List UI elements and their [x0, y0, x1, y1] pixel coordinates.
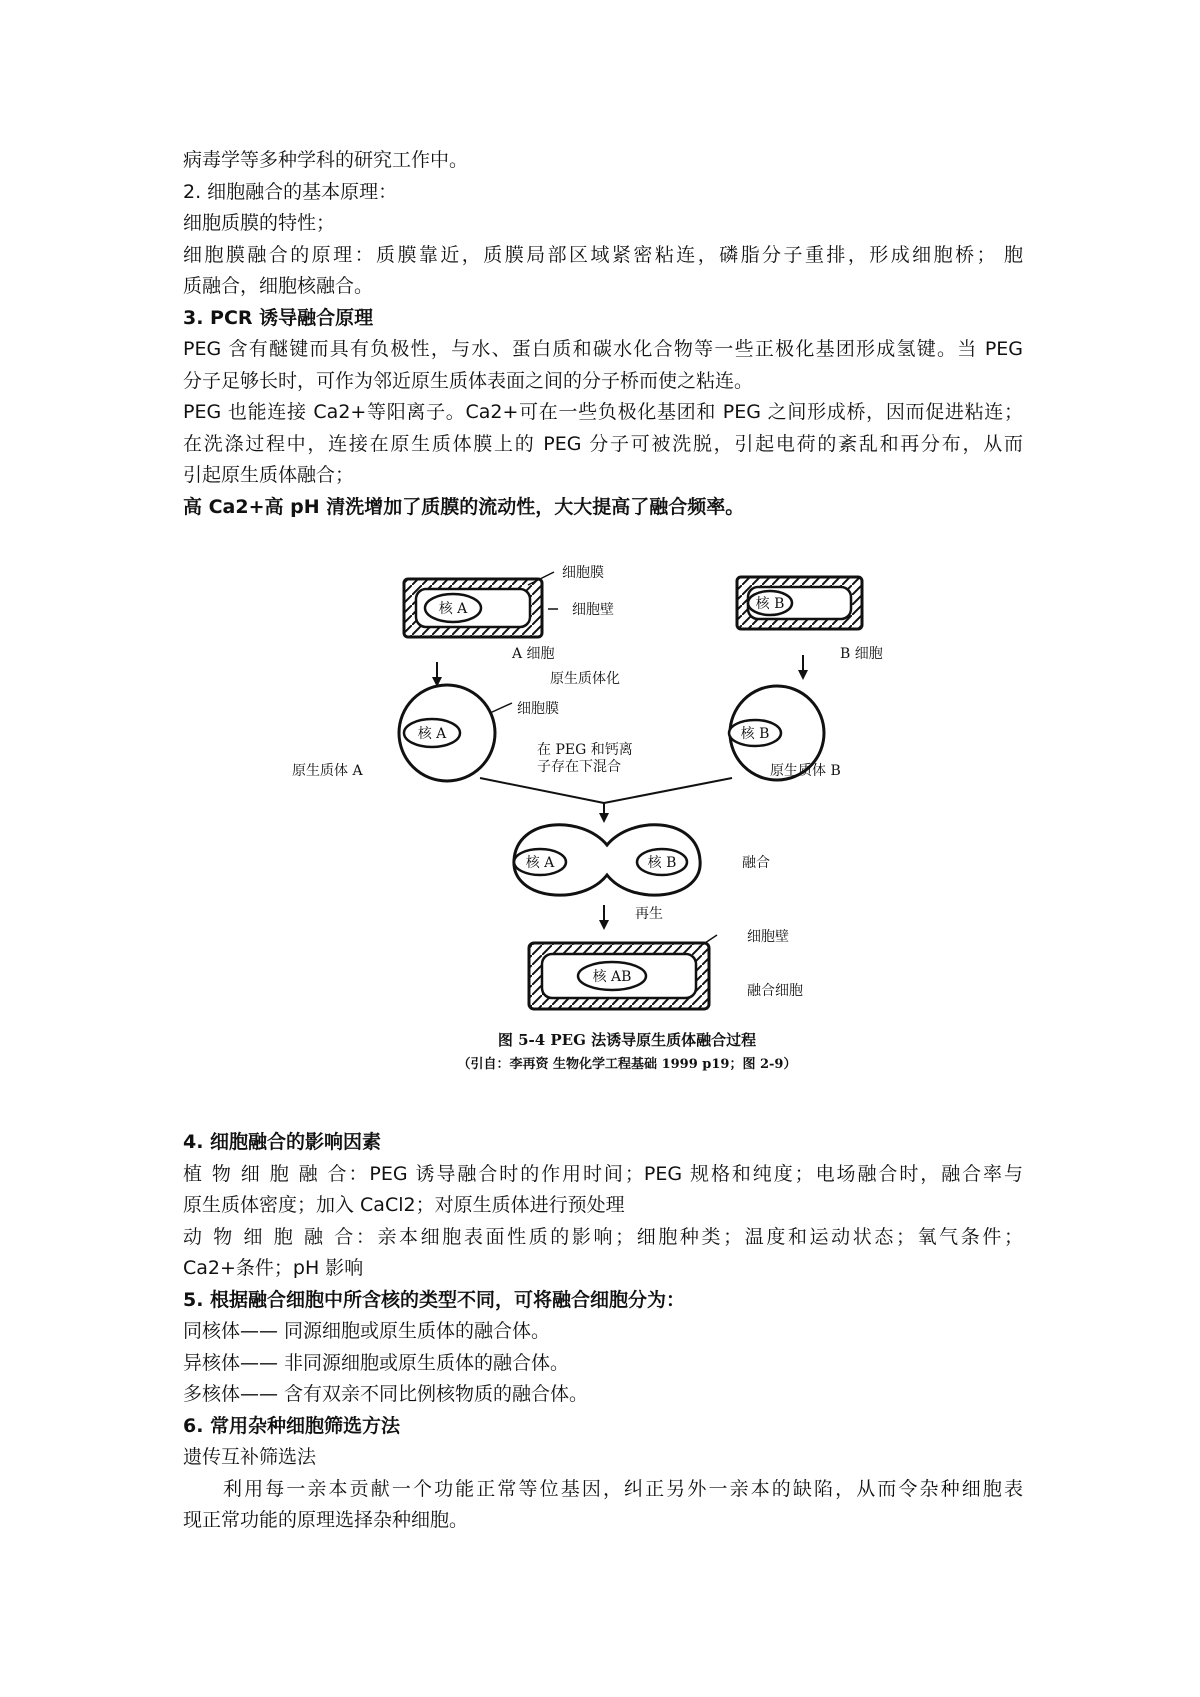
protoplast-b-label: 原生质体 B: [770, 763, 841, 779]
merge-arrow: [480, 778, 732, 823]
text-section-bottom: [183, 1127, 1023, 1537]
regeneration-label: 再生: [635, 906, 663, 922]
figure-citation: （引自：李再资 生物化学工程基础 1999 p19；图 2-9）: [457, 1057, 797, 1072]
section-heading: 3. PCR 诱导融合原理: [183, 306, 374, 329]
cell-b: [737, 577, 862, 629]
text-line: 利用每一亲本贡献一个功能正常等位基因，纠正另外一亲本的缺陷，从而令杂种细胞表: [223, 1477, 1023, 1500]
text-line: 细胞膜融合的原理：质膜靠近，质膜局部区域紧密粘连，磷脂分子重排，形成细胞桥； 胞: [183, 243, 1023, 266]
nucleus-b-label: 核 B: [755, 596, 785, 612]
protoplast-a: [399, 685, 495, 781]
nucleus-a-label: 核 A: [525, 855, 555, 871]
mix-condition-line2: 子存在下混合: [537, 759, 621, 775]
text-line: 病毒学等多种学科的研究工作中。: [183, 149, 469, 171]
nucleus-a-label: 核 A: [438, 601, 468, 617]
text-line: 质融合，细胞核融合。: [183, 275, 374, 297]
list-item: 同核体—— 同源细胞或原生质体的融合体。: [183, 1320, 551, 1342]
cell-a: [404, 579, 542, 637]
nucleus-b-label: 核 B: [740, 726, 770, 742]
arrow-down: [599, 905, 609, 930]
text-line: 现正常功能的原理选择杂种细胞。: [183, 1509, 469, 1531]
list-item: 多核体—— 含有双亲不同比例核物质的融合体。: [183, 1383, 589, 1405]
fused-cell: [529, 943, 709, 1009]
section-heading: 6. 常用杂种细胞筛选方法: [183, 1414, 401, 1437]
protoplast-fusion-diagram: [292, 555, 962, 1105]
text-line: 细胞质膜的特性；: [183, 212, 336, 234]
text-line: 植 物 细 胞 融 合：PEG 诱导融合时的作用时间；PEG 规格和纯度；电场融合时，融合率与: [183, 1162, 1023, 1185]
text-line: 原生质体密度；加入 CaCl2；对原生质体进行预处理: [183, 1194, 625, 1216]
protoplast-step-label: 原生质体化: [550, 671, 620, 687]
cell-membrane-label-2: 细胞膜: [517, 701, 559, 717]
arrow-down: [432, 662, 442, 687]
cell-wall-label: 细胞壁: [572, 602, 614, 618]
protoplast-a-label: 原生质体 A: [292, 763, 363, 779]
text-line: 分子足够长时，可作为邻近原生质体表面之间的分子桥而使之粘连。: [183, 369, 754, 392]
figure-caption: 图 5-4 PEG 法诱导原生质体融合过程: [497, 1031, 757, 1049]
fusion-label: 融合: [742, 855, 770, 871]
fused-cell-label: 融合细胞: [747, 983, 803, 999]
nucleus-b-label: 核 B: [647, 855, 677, 871]
fused-protoplast: [514, 825, 700, 895]
text-line-bold: 高 Ca2+高 pH 清洗增加了质膜的流动性，大大提高了融合频率。: [183, 495, 745, 518]
cell-wall-label-2: 细胞壁: [747, 929, 789, 945]
text-line: Ca2+条件；pH 影响: [183, 1257, 364, 1279]
text-line: 2. 细胞融合的基本原理：: [183, 180, 398, 203]
arrow-down: [798, 655, 808, 680]
mix-condition-line1: 在 PEG 和钙离: [537, 742, 633, 758]
nucleus-a-label: 核 A: [417, 726, 447, 742]
text-line: PEG 含有醚键而具有负极性，与水、蛋白质和碳水化合物等一些正极化基团形成氢键。当 PEG: [183, 338, 1023, 360]
section-heading: 5. 根据融合细胞中所含核的类型不同，可将融合细胞分为：: [183, 1288, 686, 1311]
cell-b-label: B 细胞: [840, 646, 883, 662]
cell-membrane-label: 细胞膜: [562, 565, 604, 581]
text-line: PEG 也能连接 Ca2+等阳离子。Ca2+可在一些负极化基团和 PEG 之间形成桥，因而促进粘连；: [183, 401, 1023, 423]
cell-a-label: A 细胞: [512, 646, 555, 662]
text-section-top: [183, 145, 1023, 523]
list-item: 异核体—— 非同源细胞或原生质体的融合体。: [183, 1351, 570, 1374]
section-heading: 4. 细胞融合的影响因素: [183, 1131, 382, 1153]
nucleus-ab-label: 核 AB: [592, 969, 632, 985]
text-line: 遗传互补筛选法: [183, 1446, 317, 1468]
text-line: 引起原生质体融合；: [183, 464, 355, 486]
text-line: 动 物 细 胞 融 合：亲本细胞表面性质的影响；细胞种类；温度和运动状态；氧气条件；: [183, 1225, 1023, 1248]
text-line: 在洗涤过程中，连接在原生质体膜上的 PEG 分子可被洗脱，引起电荷的紊乱和再分布，从而: [183, 432, 1023, 455]
